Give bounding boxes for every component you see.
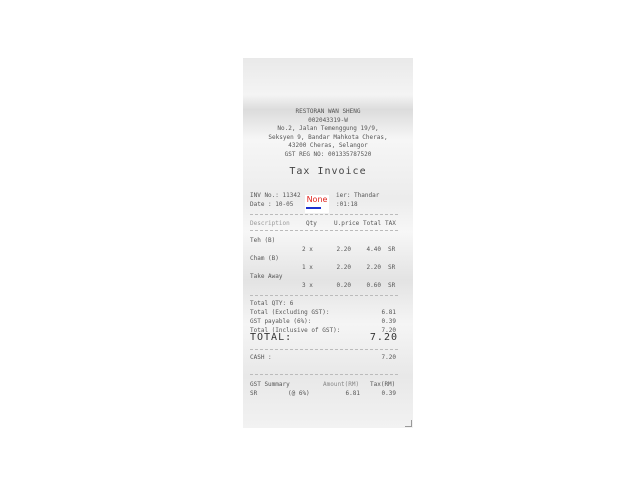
item-uprice: 2.20 (336, 264, 351, 271)
total-incl-value: 7.20 (381, 327, 396, 334)
item-qty: 3 x (302, 282, 313, 289)
item-name: Cham (B) (250, 255, 279, 262)
cash-value: 7.20 (381, 354, 396, 361)
grand-total-label: TOTAL: (250, 332, 293, 343)
column-total: Total (363, 220, 382, 227)
item-uprice: 2.20 (336, 246, 351, 253)
gst-summary-code: SR (250, 390, 258, 397)
total-excl-label: Total (Excluding GST): (250, 309, 330, 316)
gst-summary-tax-header: Tax(RM) (370, 381, 396, 388)
divider (250, 230, 398, 231)
gst-summary-amount: 6.81 (345, 390, 360, 397)
store-reg-no: 002043319-W (308, 116, 348, 124)
gst-payable-label: GST payable (6%): (250, 318, 312, 325)
item-tax: SR (388, 246, 396, 253)
gst-payable-value: 0.39 (381, 318, 396, 325)
invoice-number: INV No.: 11342 (250, 192, 301, 199)
divider (250, 295, 398, 296)
gst-summary-tax: 0.39 (381, 390, 396, 397)
column-tax: TAX (385, 220, 396, 227)
column-qty: Qty (306, 220, 317, 227)
store-name: RESTORAN WAN SHENG (295, 108, 361, 115)
invoice-time: :01:18 (336, 201, 358, 208)
total-excl-value: 6.81 (381, 309, 396, 316)
item-name: Take Away (250, 273, 283, 280)
receipt (243, 58, 413, 428)
gst-summary-rate: (@ 6%) (288, 390, 310, 397)
total-qty: Total QTY: 6 (250, 300, 294, 307)
divider (250, 349, 398, 350)
divider (250, 214, 398, 215)
grand-total-value: 7.20 (369, 332, 398, 343)
column-uprice: U.price (334, 220, 360, 227)
item-total: 4.40 (366, 246, 381, 253)
store-address-line-3: 43200 Cheras, Selangor (288, 142, 368, 150)
cashier: ier: Thandar (336, 192, 380, 199)
gst-summary-label: GST Summary (250, 381, 290, 388)
total-incl-label: Total (Inclusive of GST): (250, 327, 341, 334)
document-title: Tax Invoice (289, 166, 367, 177)
store-address-line-2: Seksyen 9, Bandar Mahkota Cheras, (268, 133, 388, 141)
item-tax: SR (388, 282, 396, 289)
divider (250, 374, 398, 375)
item-qty: 2 x (302, 246, 313, 253)
item-qty: 1 x (302, 264, 313, 271)
annotation-underline (306, 207, 321, 209)
store-header (243, 108, 413, 160)
item-name: Teh (B) (250, 237, 276, 244)
gst-summary-amount-header: Amount(RM) (323, 381, 360, 388)
item-uprice: 0.20 (336, 282, 351, 289)
page-corner-icon (405, 420, 412, 427)
column-description: Description (250, 220, 290, 227)
item-total: 2.20 (366, 264, 381, 271)
redaction-annotation (305, 195, 329, 213)
annotation-label: None (306, 195, 328, 204)
item-total: 0.60 (366, 282, 381, 289)
gst-reg-no: GST REG NO: 001335787520 (284, 150, 372, 158)
invoice-date: Date : 10-05 (250, 201, 294, 208)
item-tax: SR (388, 264, 396, 271)
store-address-line-1: No.2, Jalan Temenggung 19/9, (277, 125, 379, 133)
cash-label: CASH : (250, 354, 272, 361)
